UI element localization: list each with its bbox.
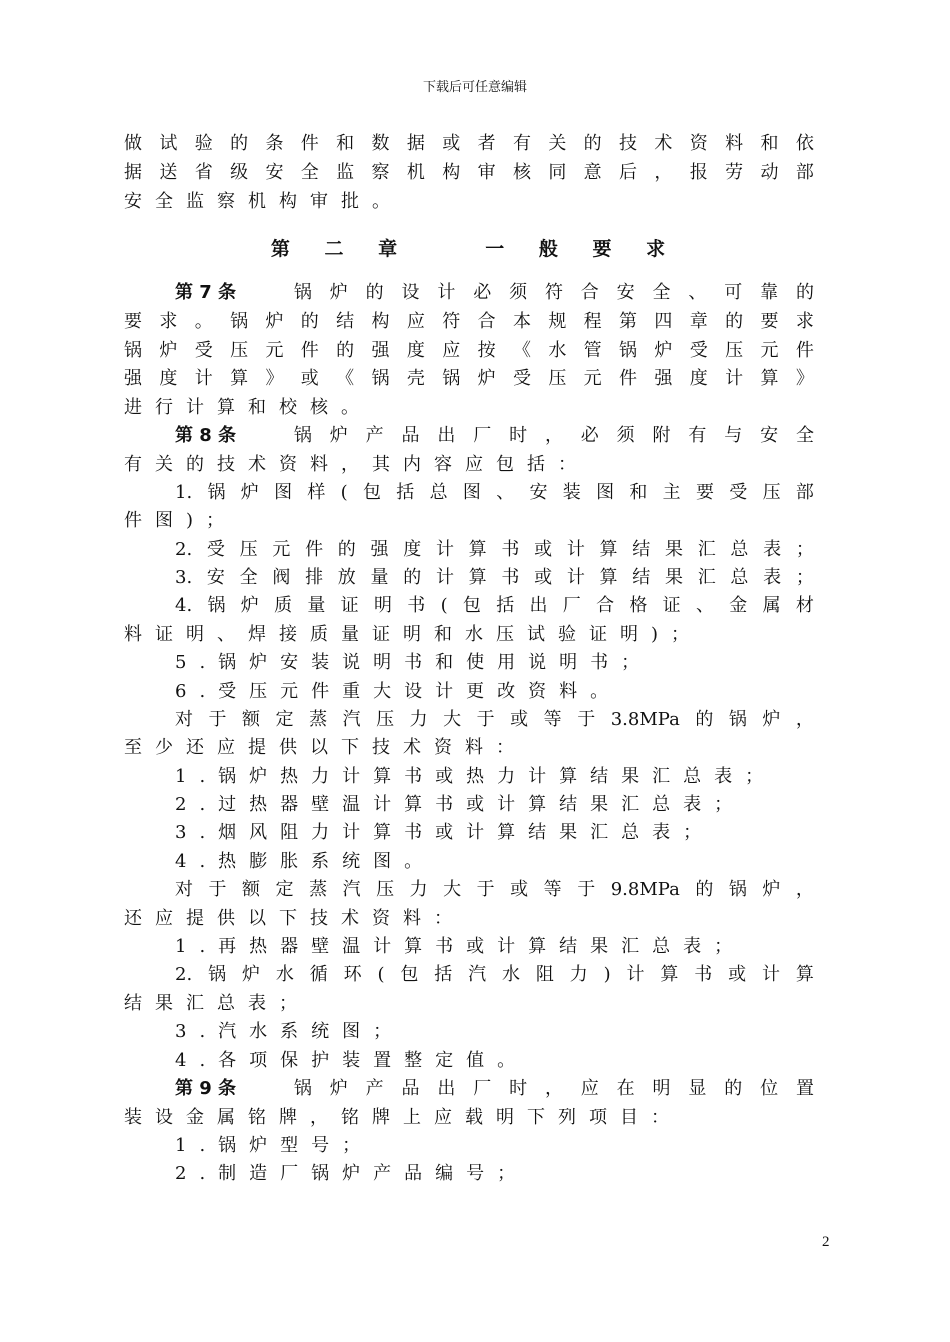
text-line: 对 于 额 定 蒸 汽 压 力 大 于 或 等 于 9.8MPa 的 锅 炉 ， [175,879,814,900]
chapter-title: 第 二 章 一 般 要 求 [270,238,680,260]
text-line: 1.再热器壁温计算书或计算结果汇总表； [175,936,746,957]
text-line: 做 试 验 的 条 件 和 数 据 或 者 有 关 的 技 术 资 料 和 依 [124,133,814,154]
text-line: 对 于 额 定 蒸 汽 压 力 大 于 或 等 于 3.8MPa 的 锅 炉 ， [175,709,814,730]
text-line: 1.锅炉型号； [175,1135,374,1156]
article-number: 第 8 条 [175,425,237,446]
text-line: 6.受压元件重大设计更改资料。 [175,681,622,702]
text-line: 5.锅炉安装说明书和使用说明书； [175,652,653,673]
text-line: 2. 锅 炉 水 循 环 ( 包 括 汽 水 阻 力 ) 计 算 书 或 计 算 [175,964,814,985]
text-line: 3.汽水系统图； [175,1021,405,1042]
text-line: 1.锅炉热力计算书或热力计算结果汇总表； [175,766,777,787]
article-number: 第 7 条 [175,282,237,303]
text-line: 4. 锅 炉 质 量 证 明 书 ( 包 括 出 厂 合 格 证 、 金 属 材 [175,595,814,616]
page-number: 2 [822,1234,830,1250]
text-line: 安全监察机构审批。 [124,191,403,212]
text-line: 4.各项保护装置整定值。 [175,1050,529,1071]
text-line: 2.过热器壁温计算书或计算结果汇总表； [175,794,746,815]
text-line: 件图)； [124,510,238,531]
article-number: 第 9 条 [175,1078,237,1099]
text-line: 第 9 条 锅 炉 产 品 出 厂 时 ， 应 在 明 显 的 位 置 [175,1075,814,1103]
text-line: 有关的技术资料，其内容应包括： [124,454,589,475]
text-line: 进行计算和校核。 [124,397,372,418]
text-line: 装设金属铭牌，铭牌上应载明下列项目： [124,1107,682,1128]
text-line: 至少还应提供以下技术资料： [124,737,527,758]
text-line: 3. 安 全 阀 排 放 量 的 计 算 书 或 计 算 结 果 汇 总 表 ； [175,567,814,588]
text-line: 还应提供以下技术资料： [124,908,465,929]
text-line: 结果汇总表； [124,993,310,1014]
text-line: 强 度 计 算 》 或 《 锅 壳 锅 炉 受 压 元 件 强 度 计 算 》 [124,368,814,389]
text-line: 4.热膨胀系统图。 [175,851,436,872]
text-line: 2.制造厂锅炉产品编号； [175,1163,529,1184]
text-line: 第 7 条 锅 炉 的 设 计 必 须 符 合 安 全 、 可 靠 的 [175,279,814,307]
text-line: 2. 受 压 元 件 的 强 度 计 算 书 或 计 算 结 果 汇 总 表 ； [175,539,814,560]
text-line: 3.烟风阻力计算书或计算结果汇总表； [175,822,715,843]
page-header: 下载后可任意编辑 [422,80,527,95]
text-line: 第 8 条 锅 炉 产 品 出 厂 时 ， 必 须 附 有 与 安 全 [175,422,814,450]
text-line: 1. 锅 炉 图 样 ( 包 括 总 图 、 安 装 图 和 主 要 受 压 部 [175,482,814,503]
text-line: 锅 炉 受 压 元 件 的 强 度 应 按 《 水 管 锅 炉 受 压 元 件 [124,340,814,361]
text-line: 料证明、焊接质量证明和水压试验证明)； [124,624,703,645]
text-line: 要 求 。 锅 炉 的 结 构 应 符 合 本 规 程 第 四 章 的 要 求 [124,311,814,332]
text-line: 据 送 省 级 安 全 监 察 机 构 审 核 同 意 后 ， 报 劳 动 部 [124,162,814,183]
